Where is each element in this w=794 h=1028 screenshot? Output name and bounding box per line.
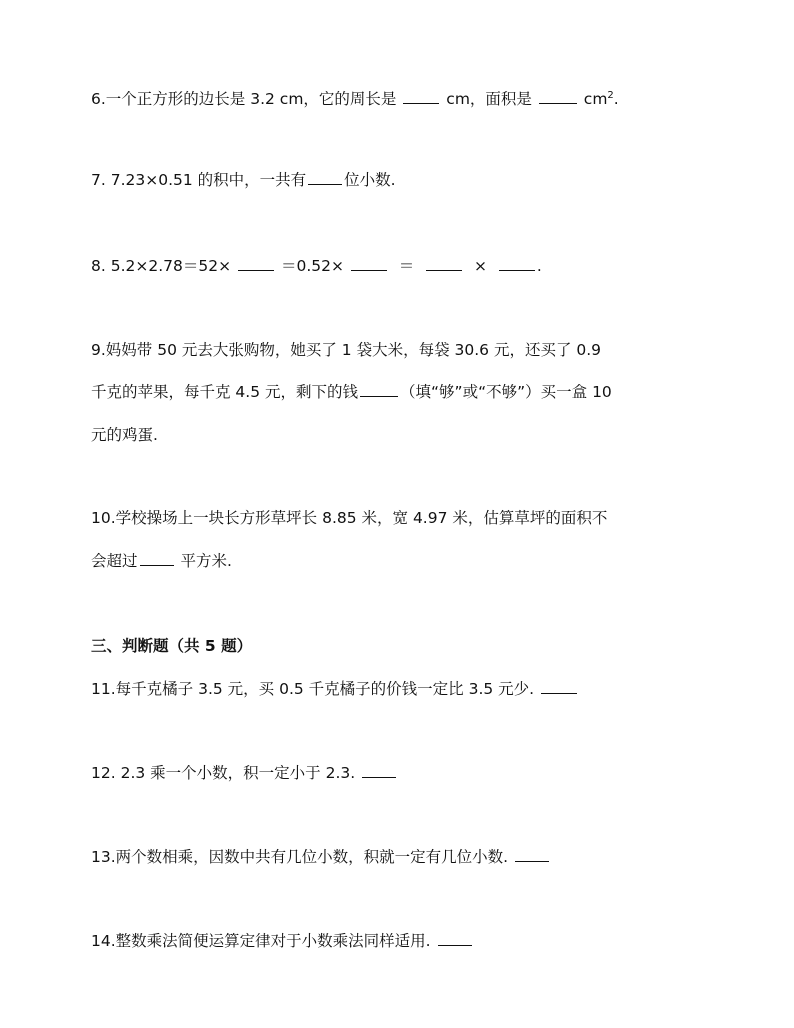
q6-unit: cm [583,90,608,108]
q14-text: 14.整数乘法简便运算定律对于小数乘法同样适用. [91,932,431,950]
question-11 [91,679,579,699]
q9-text-line-2b: （填“够”或“不够”）买一盒 10 [400,383,612,401]
q9-enough-blank[interactable] [360,382,398,397]
q12-answer-blank[interactable] [362,763,396,778]
q10-area-blank[interactable] [140,551,174,566]
question-9-line-1 [91,340,601,360]
q8-equals: ＝ [398,257,415,275]
q10-text-line-2a: 会超过 [91,552,138,570]
q11-answer-blank[interactable] [541,679,577,694]
q6-text-1: 6.一个正方形的边长是 3.2 cm，它的周长是 [91,90,397,108]
question-9-line-3 [91,425,158,445]
q6-period: . [613,90,619,108]
q9-text-line-2a: 千克的苹果，每千克 4.5 元，剩下的钱 [91,383,359,401]
section-title-judgment [91,636,252,656]
q8-blank-2[interactable] [351,256,387,271]
q8-period: . [536,257,542,275]
q10-text-line-2b: 平方米. [175,552,232,570]
q6-unit-exponent: 2 [607,90,614,101]
question-14 [91,931,474,951]
q7-text-2: 位小数. [344,171,396,189]
question-13 [91,847,551,867]
q8-text-1: 8. 5.2×2.78＝52× [91,257,232,275]
question-8 [91,256,542,276]
q8-text-2: ＝0.52× [280,257,344,275]
q14-answer-blank[interactable] [438,931,472,946]
q8-times: × [473,257,487,275]
q13-text: 13.两个数相乘，因数中共有几位小数，积就一定有几位小数. [91,848,509,866]
q7-digits-blank[interactable] [308,170,342,185]
q7-text-1: 7. 7.23×0.51 的积中，一共有 [91,171,307,189]
q6-perimeter-blank[interactable] [403,89,439,104]
q6-text-2: cm，面积是 [446,90,532,108]
q8-blank-3[interactable] [426,256,462,271]
question-9-line-2 [91,382,612,402]
q6-area-blank[interactable] [539,89,577,104]
question-12 [91,763,398,783]
q9-text-line-3: 元的鸡蛋. [91,426,158,444]
q13-answer-blank[interactable] [515,847,549,862]
q10-text-line-1: 10.学校操场上一块长方形草坪长 8.85 米，宽 4.97 米，估算草坪的面积不 [91,509,608,527]
q11-text: 11.每千克橘子 3.5 元，买 0.5 千克橘子的价钱一定比 3.5 元少. [91,680,535,698]
question-7 [91,170,396,190]
question-10-line-1 [91,508,607,528]
question-10-line-2 [91,551,232,571]
section-title-text: 三、判断题（共 5 题） [91,637,253,655]
q12-text: 12. 2.3 乘一个小数，积一定小于 2.3. [91,764,356,782]
q8-blank-1[interactable] [238,256,274,271]
question-6 [91,86,619,109]
q9-text-line-1: 9.妈妈带 50 元去大张购物，她买了 1 袋大米，每袋 30.6 元，还买了 0.9 [91,341,602,359]
q8-blank-4[interactable] [499,256,535,271]
